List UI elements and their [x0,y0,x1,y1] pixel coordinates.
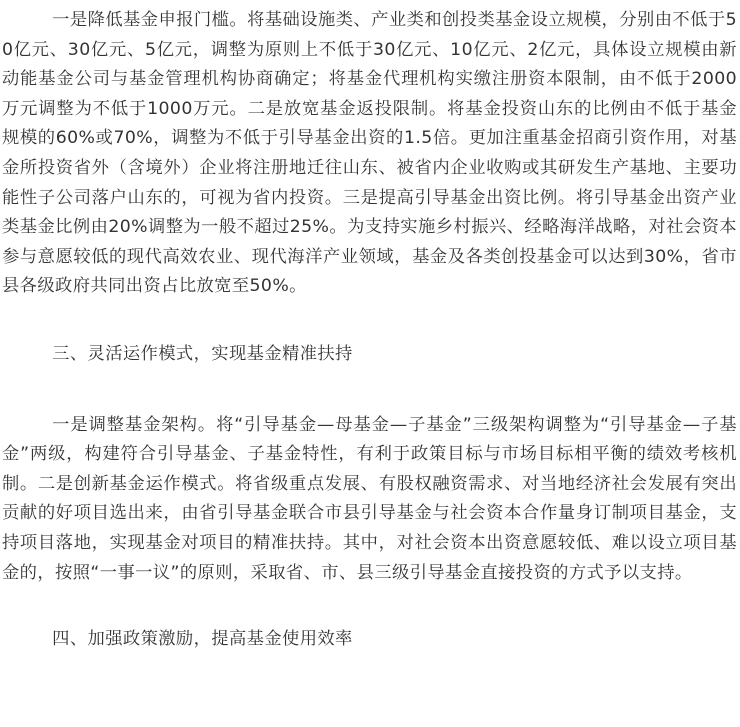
section-heading-4: 四、加强政策激励，提高基金使用效率 [52,629,353,650]
section-heading-3: 三、灵活运作模式，实现基金精准扶持 [52,343,353,364]
paragraph-fund-structure: 一是调整基金架构。将“引导基金—母基金—子基金”三级架构调整为“引导基金—子基金”两级，构建符合引导基金、子基金特性，有利于政策目标与市场目标相平衡的绩效考核机制。二是创新基金运作模式。将省级重点发展、有股权融资需求、对当地经济社会发展有突出贡献的好项目选出来，由省引导基金联合市县引导基金与社会资本合作量身订制项目基金，支持项目落地，实现基金对项目的精准扶持。其中，对社会资本出资意愿较低、难以设立项目基金的，按照“一事一议”的原则，采取省、市、县三级引导基金直接投资的方式予以支持。 [2,414,737,583]
paragraph-lower-thresholds: 一是降低基金申报门槛。将基础设施类、产业类和创投类基金设立规模，分别由不低于50亿元、30亿元、5亿元，调整为原则上不低于30亿元、10亿元、2亿元，具体设立规模由新动能基金公司与基金管理机构协商确定；将基金代理机构实缴注册资本限制，由不低于2000万元调整为不低于1000万元。二是放宽基金返投限制。将基金投资山东的比例由不低于基金规模的60%或70%，调整为不低于引导基金出资的1.5倍。更加注重基金招商引资作用，对基金所投资省外（含境外）企业将注册地迁往山东、被省内企业收购或其研发生产基地、主要功能性子公司落户山东的，可视为省内投资。三是提高引导基金出资比例。将引导基金出资产业类基金比例由20%调整为一般不超过25%。为支持实施乡村振兴、经略海洋战略，对社会资本参与意愿较低的现代高效农业、现代海洋产业领域，基金及各类创投基金可以达到30%，省市县各级政府共同出资占比放宽至50%。 [2,10,737,297]
